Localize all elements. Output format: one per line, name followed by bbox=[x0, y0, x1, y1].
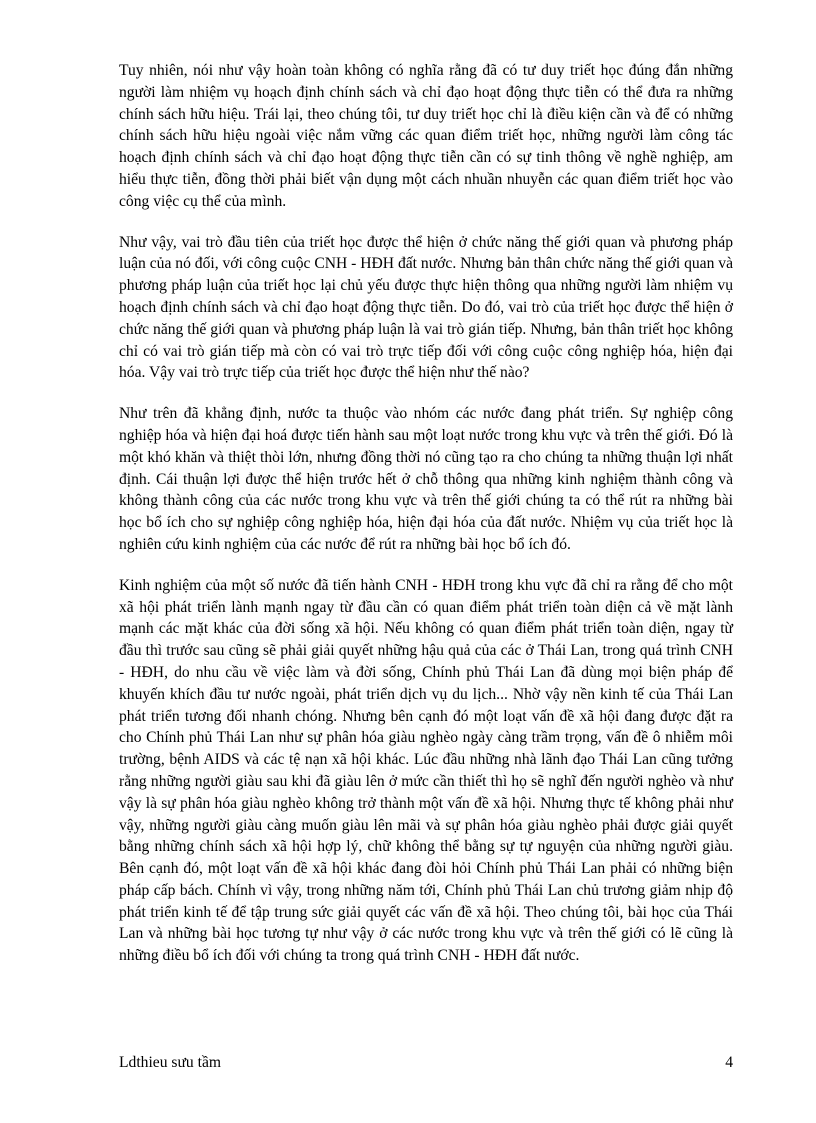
document-body bbox=[119, 60, 733, 986]
footer-source-text: Ldthieu sưu tầm bbox=[119, 1054, 221, 1071]
paragraph-3: Như trên đã khẳng định, nước ta thuộc vào nhóm các nước đang phát triển. Sự nghiệp công nghiệp hóa và hiện đại hoá được tiến hành sau một loạt nước trong khu vực và trên thế giới. Đó là một khó khăn và thiệt thòi lớn, nhưng đồng thời nó cũng tạo ra cho chúng ta những thuận lợi nhất định. Cái thuận lợi được thể hiện trước hết ở chỗ thông qua những kinh nghiệm thành công và không thành công của các nước trong khu vực và trên thế giới chúng ta có thể rút ra những bài học bổ ích cho sự nghiệp công nghiệp hóa, hiện đại hóa của đất nước. Nhiệm vụ của triết học là nghiên cứu kinh nghiệm của các nước để rút ra những bài học bổ ích đó. bbox=[119, 405, 733, 553]
paragraph-2: Như vậy, vai trò đầu tiên của triết học được thể hiện ở chức năng thế giới quan và phương pháp luận của nó đối, với công cuộc CNH - HĐH đất nước. Nhưng bản thân chức năng thế giới quan và phương pháp luận của triết học lại chủ yếu được thực hiện thông qua những người làm nhiệm vụ hoạch định chính sách và chỉ đạo hoạt động thực tiễn. Do đó, vai trò của triết học được thể hiện ở chức năng thế giới quan và phương pháp luận là vai trò gián tiếp. Nhưng, bản thân triết học không chỉ có vai trò gián tiếp mà còn có vai trò trực tiếp đối với công cuộc công nghiệp hóa, hiện đại hóa. Vậy vai trò trực tiếp của triết học được thể hiện như thế nào? bbox=[119, 233, 733, 382]
paragraph-1: Tuy nhiên, nói như vậy hoàn toàn không có nghĩa rằng đã có tư duy triết học đúng đắn những người làm nhiệm vụ hoạch định chính sách và chỉ đạo hoạt động thực tiễn có thể đưa ra những chính sách hữu hiệu. Trái lại, theo chúng tôi, tư duy triết học chỉ là điều kiện cần và để có những chính sách hữu hiệu ngoài việc nắm vững các quan điểm triết học, những người làm công tác hoạch định chính sách và chỉ đạo hoạt động thực tiễn cần có sự tinh thông về nghề nghiệp, am hiểu thực tiễn, đồng thời phải biết vận dụng một cách nhuần nhuyễn các quan điểm triết học vào công việc cụ thể của mình. bbox=[119, 62, 733, 210]
paragraph-4: Kinh nghiệm của một số nước đã tiến hành CNH - HĐH trong khu vực đã chỉ ra rằng để cho một xã hội phát triển lành mạnh ngay từ đầu cần có quan điểm phát triển toàn diện cả về mặt lành mạnh các mặt khác của đời sống xã hội. Nếu không có quan điểm phát triển toàn diện, ngay từ đầu thì trước sau cũng sẽ phải giải quyết những hậu quả của các ở Thái Lan, trong quá trình CNH - HĐH, do nhu cầu về việc làm và đời sống, Chính phủ Thái Lan đã dùng mọi biện pháp để khuyến khích đầu tư nước ngoài, phát triển dịch vụ du lịch... Nhờ vậy nền kinh tế của Thái Lan phát triển tương đối nhanh chóng. Nhưng bên cạnh đó một loạt vấn đề xã hội đang được đặt ra cho Chính phủ Thái Lan như sự phân hóa giàu nghèo ngày càng trầm trọng, vấn đề ô nhiễm môi trường, bệnh AIDS và các tệ nạn xã hội khác. Lúc đầu những nhà lãnh đạo Thái Lan cũng tưởng rằng những người giàu sau khi đã giàu lên ở mức cần thiết thì họ sẽ nghĩ đến người nghèo và như vậy là sự phân hóa giàu nghèo không trở thành một vấn đề xã hội. Nhưng thực tế không phải như vậy, những người giàu càng muốn giàu lên mãi và sự phân hóa giàu nghèo phải được giải quyết bằng những chính sách xã hội hợp lý, chữ không thể bằng sự tự nguyện của những người giàu. Bên cạnh đó, một loạt vấn đề xã hội khác đang đòi hỏi Chính phủ Thái Lan phải có những biện pháp cấp bách. Chính vì vậy, trong những năm tới, Chính phủ Thái Lan chủ trương giảm nhịp độ phát triển kinh tế để tập trung sức giải quyết các vấn đề xã hội. Theo chúng tôi, bài học của Thái Lan và những bài học tương tự như vậy ở các nước trong khu vực và trên thế giới có lẽ cũng là những điều bổ ích đối với chúng ta trong quá trình CNH - HĐH đất nước. bbox=[119, 576, 733, 965]
page-number: 4 bbox=[725, 1054, 733, 1071]
page-footer bbox=[119, 1052, 733, 1074]
